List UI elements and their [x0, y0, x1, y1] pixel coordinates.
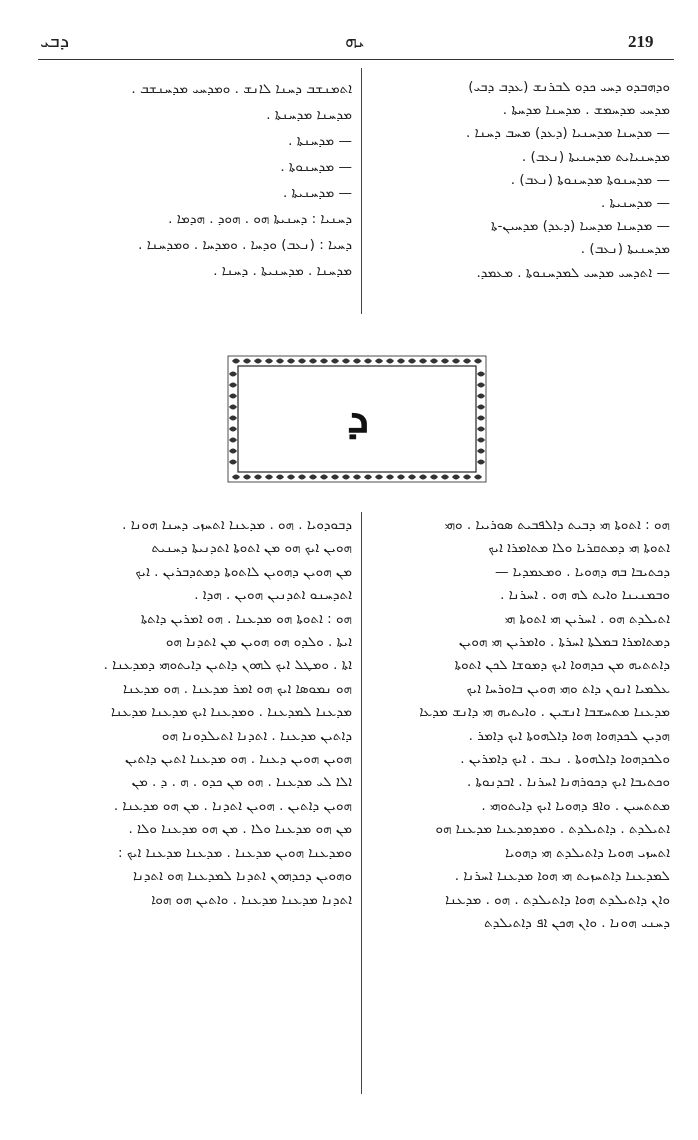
- ornament-flourish: [353, 475, 361, 480]
- ornament-flourish: [320, 475, 328, 480]
- bottom-left-line: ܗܘܝܢ ܐܝܟ ܗܘ ܡܢ ܐܬܘܬܐ ܐܬܕܢܝܬܐ ܕܚܢܝܬ: [151, 540, 352, 557]
- ornament-flourish: [397, 475, 405, 480]
- bottom-right-line: ܘܠܟܕܗܘܐ ܕܐܠܗܘܬܐ . ܢܥܒ . ܐܝܟ ܕܐܡܪܝܢ .: [460, 751, 670, 768]
- top-right-line: — ܡܕܚܢܘܬܐ ܡܕܚܢܘܬܐ (ܢܥܒ) .: [510, 171, 670, 188]
- ornament-flourish: [309, 475, 317, 480]
- ornament-flourish: [477, 372, 485, 377]
- ornament-flourish: [229, 438, 237, 443]
- bottom-left-column: [44, 514, 352, 912]
- bottom-right-line: ܗܕܝܢ ܠܟܕܗܘܐ ܗܘܐ ܕܐܠܗܘܬܐ ܐܝܟ ܕܐܡܪ .: [468, 727, 670, 744]
- ornament-flourish: [229, 405, 237, 410]
- ornament-flourish: [342, 475, 350, 480]
- bottom-left-line: ܕܐܬܝܢ ܡܕܥܢܐ . ܐܬܕܢܐ ܐܬܝܠܕܘܢܐ ܗܘ: [161, 727, 352, 744]
- ornament-flourish: [229, 460, 237, 465]
- running-head-left: ܕܒܝ: [40, 30, 70, 52]
- ornament-flourish: [430, 475, 438, 480]
- column-divider-bottom: [361, 512, 362, 1094]
- top-right-line: — ܡܕܚܢܝܬܐ .: [600, 195, 670, 212]
- top-left-line: ܡܕܚܢܐ . ܡܕܚܢܝܬܐ . ܕܚܢܐ .: [213, 263, 352, 279]
- ornament-flourish: [265, 475, 273, 480]
- section-ornament-frame: [224, 352, 490, 486]
- bottom-right-column: [370, 514, 670, 935]
- top-left-line: ܐܬܡܢܫܒ ܕܚܢܐ ܠܐܢܫ . ܘܡܕܚܝ ܡܕܚܢܫܒ .: [131, 81, 352, 97]
- bottom-left-line: ܐܬܕܚܢܘ ܐܬܕܢܝܢ ܗܘܝܢ . ܗܕܐ .: [194, 587, 352, 604]
- bottom-left-line: ܗܘܝܢ ܗܘܝܢ ܕܥܢܐ . ܗܘ ܡܕܥܢܐ ܐܬܝܢ ܕܐܬܝܢ: [124, 751, 352, 768]
- bottom-left-line: ܕܒܘܕܘܝܐ . ܗܘ . ܡܕܥܢܐ ܐܬܚܙܝ ܕܚܢܐ ܗܘܢܐ .: [122, 517, 352, 533]
- ornament-flourish: [298, 359, 306, 364]
- ornament-flourish: [229, 416, 237, 421]
- ornament-flourish: [309, 359, 317, 364]
- ornament-flourish: [287, 475, 295, 480]
- bottom-left-line: ܡܕܥܢܐ ܠܡܕܥܢܐ . ܘܡܕܥܢܐ ܐܝܟ ܡܕܥܢܐ ܡܕܥܢܐ: [110, 704, 352, 721]
- ornament-flourish: [265, 359, 273, 364]
- ornament-flourish: [364, 475, 372, 480]
- bottom-right-line: ܕܐܬܬܝܗ ܡܢ ܟܕܗܘܐ ܐܝܟ ܕܡܘܫܐ ܠܟܢ ܐܬܘܬܐ: [454, 657, 670, 674]
- ornament-flourish: [229, 449, 237, 454]
- top-right-line: ܡܕܚܢܝܬܐ (ܢܥܒ) .: [580, 241, 670, 258]
- ornament-flourish: [229, 372, 237, 377]
- top-right-column: [370, 76, 670, 285]
- bottom-right-line: ܡܬܬܚܝܢ . ܘܐܦ ܕܗܘܝܐ ܐܝܟ ܕܐܝܬܘܗܝ .: [481, 797, 670, 814]
- top-right-line: ܡܕܚܝ ܡܕܚܡܫ . ܡܕܚܢܐ ܡܕܚܬܐ .: [502, 102, 670, 119]
- bottom-left-line: ܘܗܘܝܢ ܕܟܕܗܘܢ ܐܬܕܢܐ ܠܡܕܥܢܐ ܗܘ ܐܬܕܢܐ: [133, 868, 352, 885]
- top-left-line: ܕܚܝܐ : (ܢܥܒ) ܘܕܚܐ . ܘܡܕܚܐ . ܘܡܕܚܢܐ .: [138, 237, 352, 253]
- ornament-flourish: [375, 475, 383, 480]
- bottom-left-line: ܐܬܕܢܐ ܡܕܥܢܐ ܡܕܥܢܐ . ܘܐܬܝܢ ܗܘ ܗܘܐ: [151, 891, 352, 908]
- ornament-flourish: [452, 475, 460, 480]
- bottom-right-line: ܐܬܝܠܕܬ . ܕܐܬܝܠܕܬ . ܘܡܕܡܕܥܢܐ ܡܕܥܢܐ ܗܘ: [435, 821, 670, 838]
- bottom-left-line: ܗܘ : ܐܬܘܬܐ ܗܘ ܡܕܥܢܐ . ܗܘ ܐܡܪܝܢ ܕܐܬܬܐ: [140, 610, 352, 627]
- ornament-flourish: [276, 475, 284, 480]
- ornament-flourish: [477, 427, 485, 432]
- ornament-flourish: [477, 460, 485, 465]
- ornament-flourish: [477, 449, 485, 454]
- ornament-flourish: [243, 475, 251, 480]
- ornament-flourish: [364, 359, 372, 364]
- ornament-flourish: [477, 438, 485, 443]
- ornament-flourish: [276, 359, 284, 364]
- top-left-line: ܕܚܢܝܐ : ܕܚܢܝܬܐ ܗܘ . ܗܘܕ . ܗܕܡܐ .: [168, 211, 352, 227]
- bottom-left-line: ܘܡܕܥܢܐ ܗܘܝܢ ܡܕܥܢܐ . ܡܕܥܢܐ ܡܕܥܢܐ ܐܝܟ :: [118, 844, 352, 861]
- top-right-line: ܡܕܚܢܝܐܝܬ ܡܕܚܢܝܬܐ (ܢܥܒ) .: [521, 148, 670, 165]
- bottom-left-line: ܐܝܬܐ . ܘܠܕܘ ܗܘ ܗܘܝܢ ܡܢ ܐܬܕܢܐ ܗܘ: [165, 634, 352, 651]
- bottom-left-line: ܗܘ ܢܡܘܣܐ ܐܝܟ ܗܘ ܐܡܪ ܡܕܥܢܐ . ܗܘ ܡܕܥܢܐ: [123, 680, 352, 697]
- ornament-flourish: [254, 475, 262, 480]
- top-left-line: ܡܕܚܢܐ ܡܕܚܢܬܐ .: [266, 107, 352, 123]
- ornament-flourish: [408, 359, 416, 364]
- ornament-flourish: [419, 359, 427, 364]
- column-divider-top: [361, 68, 362, 314]
- bottom-right-line: ܐܬܝܠܕܬ ܗܘ . ܐܚܪܝܢ ܗܝ ܐܬܘܬܐ ܗܝ: [504, 610, 670, 627]
- running-head-center: ܝܗ: [345, 30, 365, 52]
- ornament-flourish: [441, 359, 449, 364]
- bottom-right-line: ܕܟܬܝܒܐ ܒܗ ܕܗܘܝܐ . ܘܡܥܡܕܝܐ —: [494, 563, 670, 580]
- ornament-flourish: [430, 359, 438, 364]
- bottom-left-line: ܐܬܐ . ܘܡܛܠ ܐܝܟ ܠܗܘܢ ܕܐܬܝܢ ܕܐܝܬܘܗܝ ܕܡܕܥܢܐ .: [103, 657, 352, 674]
- bottom-right-line: ܕܚܢܝ ܗܘܢܐ . ܘܐܢ ܗܟܢ ܐܦ ܕܐܬܝܠܕܬ: [484, 914, 670, 931]
- bottom-right-line: ܐܬܘܬܐ ܗܝ ܕܡܬܩܪܝܐ ܘܠܐ ܡܬܐܡܪܐ ܐܝܟ: [488, 540, 670, 557]
- bottom-right-line: ܐܬܚܙܝ ܗܘܝܐ ܕܐܬܝܠܕܬ ܗܝ ܕܗܘܝܐ: [505, 844, 670, 861]
- ornament-flourish: [441, 475, 449, 480]
- ornament-flourish: [229, 383, 237, 388]
- top-right-line: — ܡܕܚܢܐ ܡܕܚܝܐ (ܕܥܕ) ܡܕܚܝܢ-ܬܐ: [491, 218, 670, 235]
- bottom-left-line: ܡܢ ܗܘ ܡܕܥܢܐ ܘܠܐ . ܡܢ ܗܘ ܡܕܥܢܐ ܘܠܐ .: [128, 821, 352, 838]
- top-right-line: ܘܕܗܒܕܘ ܕܚܝ ܟܕܘ ܠܒܪܢܫ (ܥܕܒ ܕܒܝ): [468, 79, 670, 95]
- ornament-flourish: [375, 359, 383, 364]
- ornament-flourish: [232, 475, 240, 480]
- ornament-flourish: [229, 427, 237, 432]
- section-initial-letter: ܕ: [347, 392, 369, 443]
- ornament-flourish: [342, 359, 350, 364]
- bottom-right-line: ܠܡܕܥܢܐ ܕܐܬܚܙܝܬ ܗܝ ܗܘܐ ܡܕܥܢܐ ܐܚܪܢܐ .: [454, 868, 670, 885]
- top-left-line: — ܡܕܚܢܘܬܐ .: [280, 159, 352, 175]
- ornament-flourish: [287, 359, 295, 364]
- ornament-flourish: [408, 475, 416, 480]
- ornament-flourish: [397, 359, 405, 364]
- ornament-flourish: [463, 359, 471, 364]
- bottom-right-line: ܡܕܥܢܐ ܡܬܚܫܒܐ ܐܢܫܝܢ . ܘܐܝܬܝܗ ܗܝ ܕܐܢܫ ܡܕܥܐ: [419, 704, 670, 721]
- bottom-right-line: ܕܡܬܐܡܪܐ ܒܡܠܬܐ ܐܚܪܬܐ . ܘܐܡܪܝܢ ܗܝ ܗܘܝܢ: [458, 634, 670, 651]
- ornament-flourish: [474, 475, 482, 480]
- header-rule: [38, 59, 674, 60]
- top-left-column: [44, 76, 352, 284]
- bottom-right-line: ܥܠܡܝܐ ܐܢܘܢ ܕܐܬ ܘܗܝ ܗܘܝܢ ܒܐܘܪܚܐ ܐܝܟ: [466, 680, 670, 697]
- bottom-right-line: ܘܟܬܝܒܐ ܐܝܟ ܕܟܘܪܗܢܐ ܐܚܪܢܐ . ܐܒܕܢܘܬܐ .: [466, 774, 670, 791]
- ornament-flourish: [419, 475, 427, 480]
- ornament-flourish: [463, 475, 471, 480]
- bottom-right-line: ܘܐܢ ܕܐܬܝܠܕܬ ܗܘܐ ܕܐܬܝܠܕܬ . ܗܘ . ܡܕܥܢܐ: [445, 891, 670, 908]
- bottom-left-line: ܗܘܝܢ ܕܐܬܝܢ . ܗܘܝܢ ܐܬܕܢܐ . ܡܢ ܗܘ ܡܕܥܢܐ .: [113, 797, 352, 814]
- top-left-line: — ܡܕܚܢܝܬܐ .: [282, 185, 352, 201]
- ornament-flourish: [353, 359, 361, 364]
- top-right-line: — ܡܕܚܢܐ ܡܕܚܢܝܐ (ܕܥܕ) ܡܚܒ ܕܚܢܐ .: [465, 125, 670, 142]
- ornament-flourish: [229, 394, 237, 399]
- ornament-flourish: [477, 405, 485, 410]
- ornament-flourish: [386, 359, 394, 364]
- top-right-line: — ܐܬܕܚܝ ܡܕܚܝ ܠܡܕܚܢܘܬܐ . ܡܥܡܕ.: [476, 264, 670, 281]
- ornament-flourish: [477, 394, 485, 399]
- bottom-right-line: ܘܒܡܢܝܢܐ ܘܐܝܬ ܠܗ ܗܘ . ܐܚܪܢܐ .: [500, 587, 670, 604]
- top-left-line: — ܡܕܚܢܬܐ .: [288, 133, 352, 149]
- ornament-flourish: [243, 359, 251, 364]
- ornament-flourish: [254, 359, 262, 364]
- bottom-left-line: ܐܠܐ ܠܝ ܡܕܥܢܐ . ܗܘ ܡܢ ܟܕܘ . ܗ . ܕ . ܡܢ: [131, 774, 352, 791]
- bottom-right-line: ܗܘ : ܐܬܘܬܐ ܗܝ ܕܒܝܬ ܕܐܠܦܒܝܬ ܣܘܪܝܝܐ . ܘܗܝ: [444, 517, 670, 533]
- ornament-flourish: [477, 416, 485, 421]
- bottom-left-line: ܡܢ ܗܘܝܢ ܕܗܘܝܢ ܠܐܬܘܬܐ ܕܡܬܕܒܪܝܢ . ܐܝܟ: [135, 563, 352, 580]
- ornament-flourish: [386, 475, 394, 480]
- ornament-flourish: [474, 359, 482, 364]
- ornament-flourish: [477, 383, 485, 388]
- ornament-flourish: [298, 475, 306, 480]
- ornament-flourish: [232, 359, 240, 364]
- page-number: 219: [628, 32, 654, 51]
- ornament-flourish: [331, 475, 339, 480]
- ornament-flourish: [452, 359, 460, 364]
- ornament-flourish: [331, 359, 339, 364]
- ornament-flourish: [320, 359, 328, 364]
